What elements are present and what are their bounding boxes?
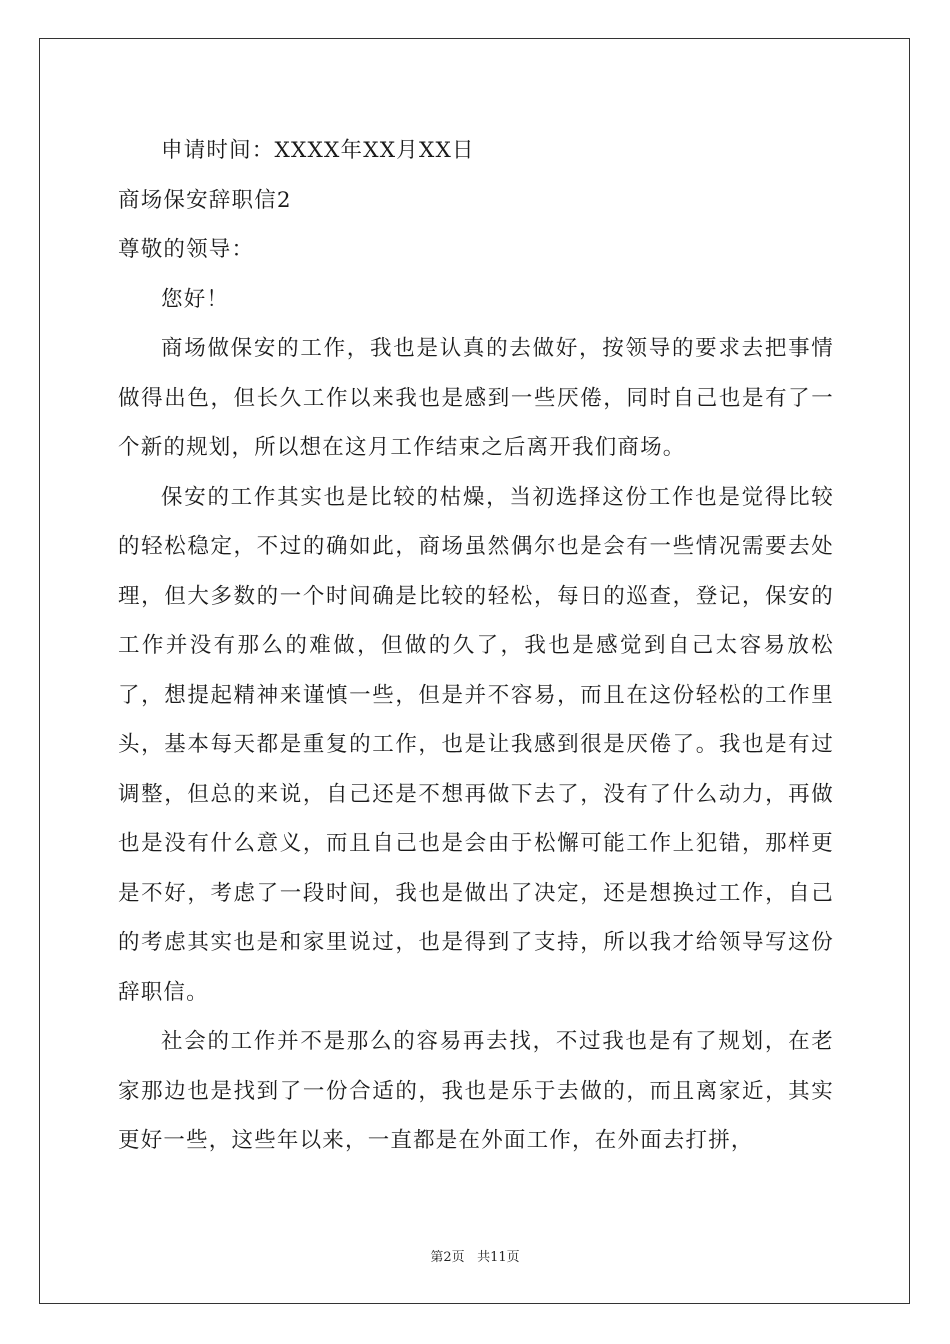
salutation: 尊敬的领导： [118, 237, 255, 262]
application-date: 申请时间：XXXX年XX月XX日 [161, 138, 475, 163]
page-footer [0, 1246, 950, 1265]
paragraph-3: 社会的工作并不是那么的容易再去找，不过我也是有了规划，在老家那边也是找到了一份合适的，我也是乐于去做的，而且离家近，其实更好一些，这些年以来，一直都是在外面工作，在外面去打拼， [118, 1029, 834, 1153]
page-number: 第2页 [430, 1250, 465, 1265]
paragraph-1: 商场做保安的工作，我也是认真的去做好，按领导的要求去把事情做得出色，但长久工作以来我也是感到一些厌倦，同时自己也是有了一个新的规划，所以想在这月工作结束之后离开我们商场。 [118, 336, 834, 460]
document-title: 商场保安辞职信2 [118, 187, 292, 213]
greeting: 您好！ [161, 286, 230, 312]
paragraph-2: 保安的工作其实也是比较的枯燥，当初选择这份工作也是觉得比较的轻松稳定，不过的确如此，商场虽然偶尔也是会有一些情况需要去处理，但大多数的一个时间确是比较的轻松，每日的巡查，登记，保安的工作并没有那么的难做，但做的久了，我也是感觉到自己太容易放松了，想提起精神来谨慎一些，但是并不容易，而且在这份轻松的工作里头，基本每天都是重复的工作，也是让我感到很是厌倦了。我也是有过调整，但总的来说，自己还是不想再做下去了，没有了什么动力，再做也是没有什么意义，而且自己也是会由于松懈可能工作上犯错，那样更是不好，考虑了一段时间，我也是做出了决定，还是想换过工作，自己的考虑其实也是和家里说过，也是得到了支持，所以我才给领导写这份辞职信。 [118, 484, 834, 1005]
document-body [118, 126, 834, 1166]
page-total: 共11页 [477, 1250, 520, 1265]
